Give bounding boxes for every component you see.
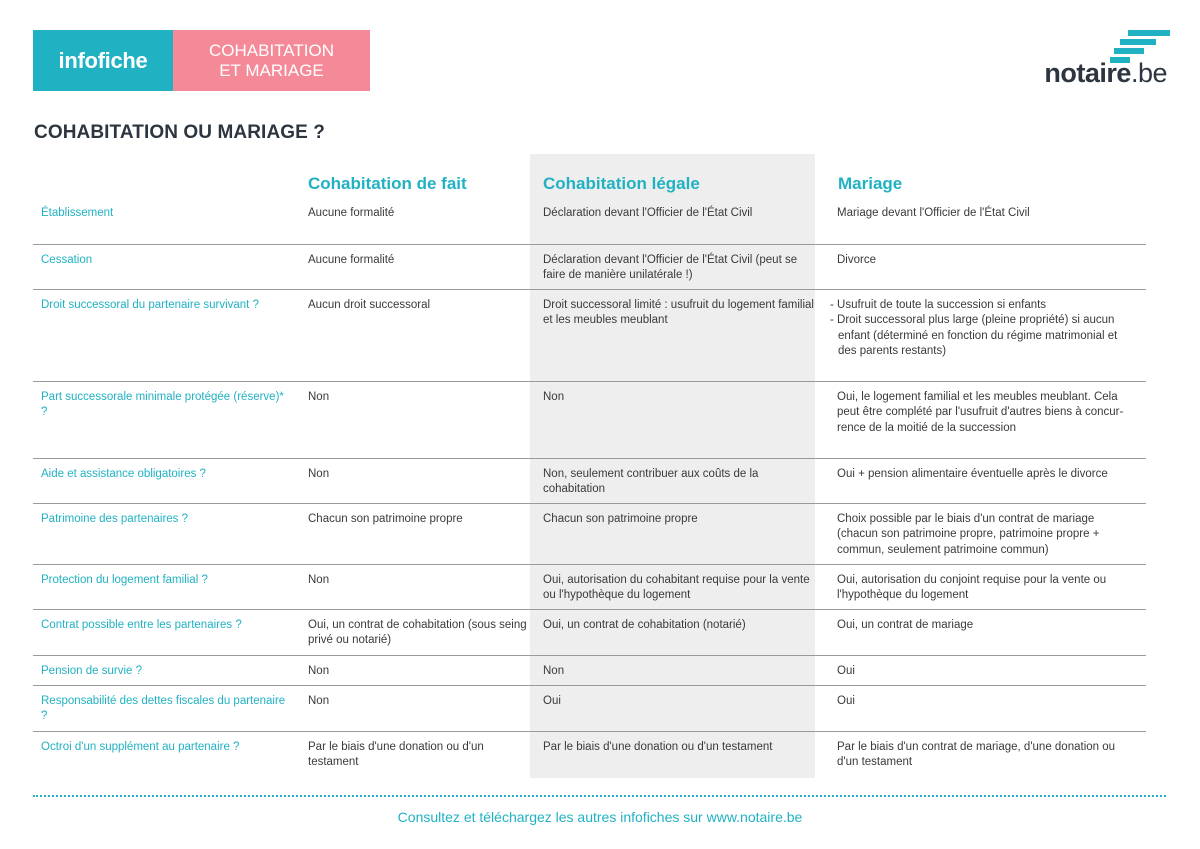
cell-fait: Par le biais d'une donation ou d'un testament bbox=[308, 740, 484, 768]
column-header-fait: Cohabitation de fait bbox=[308, 174, 467, 193]
cell-fait: Oui, un contrat de cohabitation (sous seing privé ou notarié) bbox=[300, 609, 535, 655]
cell-mariage: Oui, le logement familial et les meubles meublant. Cela peut être complété par l'usufruit d'autres biens à concur-rence de la moitié de la succession bbox=[822, 381, 1146, 458]
succession-rights-list bbox=[830, 298, 1138, 360]
cell-fait: Non bbox=[300, 564, 535, 609]
cell-mariage: Oui + pension alimentaire éventuelle après le divorce bbox=[822, 458, 1146, 503]
cell-legale: Oui, autorisation du cohabitant requise pour la vente ou l'hypothèque du logement bbox=[535, 564, 822, 609]
row-label: Octroi d'un supplément au partenaire ? bbox=[41, 740, 240, 753]
cell-mariage: Divorce bbox=[822, 244, 1146, 289]
cell-legale: Chacun son patrimoine propre bbox=[535, 503, 822, 564]
cell-fait: Aucun droit successoral bbox=[300, 289, 535, 381]
cell-fait: Non bbox=[300, 655, 535, 685]
table-row bbox=[33, 609, 1146, 655]
row-label: Protection du logement familial ? bbox=[33, 564, 300, 609]
row-label: Patrimoine des partenaires ? bbox=[33, 503, 300, 564]
list-item: - Droit successoral plus large (pleine propriété) si aucun enfant (déterminé en fonction du régime matrimonial et des parents restants) bbox=[830, 314, 1118, 357]
cell-legale: Déclaration devant l'Officier de l'État Civil (peut se faire de manière unilatérale !) bbox=[535, 244, 822, 289]
row-label: Contrat possible entre les partenaires ? bbox=[33, 609, 300, 655]
table-row bbox=[33, 244, 1146, 289]
footer-divider bbox=[33, 795, 1166, 797]
row-label: Droit successoral du partenaire survivant ? bbox=[33, 289, 300, 381]
topic-badge bbox=[173, 30, 370, 91]
cell-fait: Chacun son patrimoine propre bbox=[300, 503, 535, 564]
logo-bold: notaire bbox=[1044, 58, 1131, 88]
cell-fait: Aucune formalité bbox=[300, 198, 535, 244]
cell-legale: Déclaration devant l'Officier de l'État Civil bbox=[535, 198, 822, 244]
comparison-table bbox=[33, 198, 1146, 776]
infofiche-badge: infofiche bbox=[33, 30, 173, 91]
column-header-legale: Cohabitation légale bbox=[543, 174, 700, 193]
cell-legale: Droit successoral limité : usufruit du logement familial et les meubles meublant bbox=[535, 289, 822, 381]
cell-mariage: Oui bbox=[822, 655, 1146, 685]
cell-mariage: Oui, autorisation du conjoint requise pour la vente ou l'hypothèque du logement bbox=[822, 564, 1146, 609]
cell-legale: Par le biais d'une donation ou d'un testament bbox=[543, 740, 773, 753]
cell-legale: Non bbox=[535, 381, 822, 458]
footer-link-text[interactable]: Consultez et téléchargez les autres infofiches sur www.notaire.be bbox=[397, 809, 803, 825]
column-header-mariage: Mariage bbox=[838, 174, 903, 193]
cell-mariage bbox=[822, 289, 1146, 381]
logo-rest: .be bbox=[1130, 58, 1167, 88]
table-row bbox=[33, 731, 1146, 776]
cell-mariage: Oui bbox=[822, 685, 1146, 731]
cell-legale: Non, seulement contribuer aux coûts de la cohabitation bbox=[535, 458, 822, 503]
topic-line-1: COHABITATION bbox=[209, 40, 334, 60]
cell-mariage: Oui, un contrat de mariage bbox=[822, 609, 1146, 655]
row-label: Cessation bbox=[33, 244, 300, 289]
table-row bbox=[33, 381, 1146, 458]
cell-fait: Non bbox=[300, 458, 535, 503]
cell-legale: Oui, un contrat de cohabitation (notarié) bbox=[535, 609, 822, 655]
page-title: COHABITATION OU MARIAGE ? bbox=[34, 122, 325, 143]
table-row bbox=[33, 564, 1146, 609]
row-label: Établissement bbox=[33, 198, 300, 244]
cell-fait: Aucune formalité bbox=[300, 244, 535, 289]
table-row bbox=[33, 289, 1146, 381]
table-row bbox=[33, 685, 1146, 731]
cell-fait: Non bbox=[300, 381, 535, 458]
notaire-logo[interactable] bbox=[1044, 58, 1167, 89]
cell-legale: Oui bbox=[535, 685, 822, 731]
cell-legale: Non bbox=[535, 655, 822, 685]
table-row bbox=[33, 503, 1146, 564]
cell-fait: Non bbox=[300, 685, 535, 731]
list-item: - Usufruit de toute la succession si enfants bbox=[830, 298, 1047, 311]
cell-mariage: Choix possible par le biais d'un contrat de mariage (chacun son patrimoine propre, patrimoine propre + commun, seulement patrimoine commun) bbox=[822, 503, 1146, 564]
row-label: Aide et assistance obligatoires ? bbox=[33, 458, 300, 503]
row-label: Part successorale minimale protégée (réserve)* ? bbox=[33, 381, 300, 458]
row-label: Responsabilité des dettes fiscales du partenaire ? bbox=[33, 685, 300, 731]
topic-line-2: ET MARIAGE bbox=[219, 60, 324, 80]
cell-mariage: Mariage devant l'Officier de l'État Civil bbox=[822, 198, 1146, 244]
row-label: Pension de survie ? bbox=[33, 655, 300, 685]
table-row bbox=[33, 458, 1146, 503]
table-row bbox=[33, 198, 1146, 244]
cell-mariage: Par le biais d'un contrat de mariage, d'une donation ou d'un testament bbox=[837, 740, 1116, 768]
table-row bbox=[33, 655, 1146, 685]
